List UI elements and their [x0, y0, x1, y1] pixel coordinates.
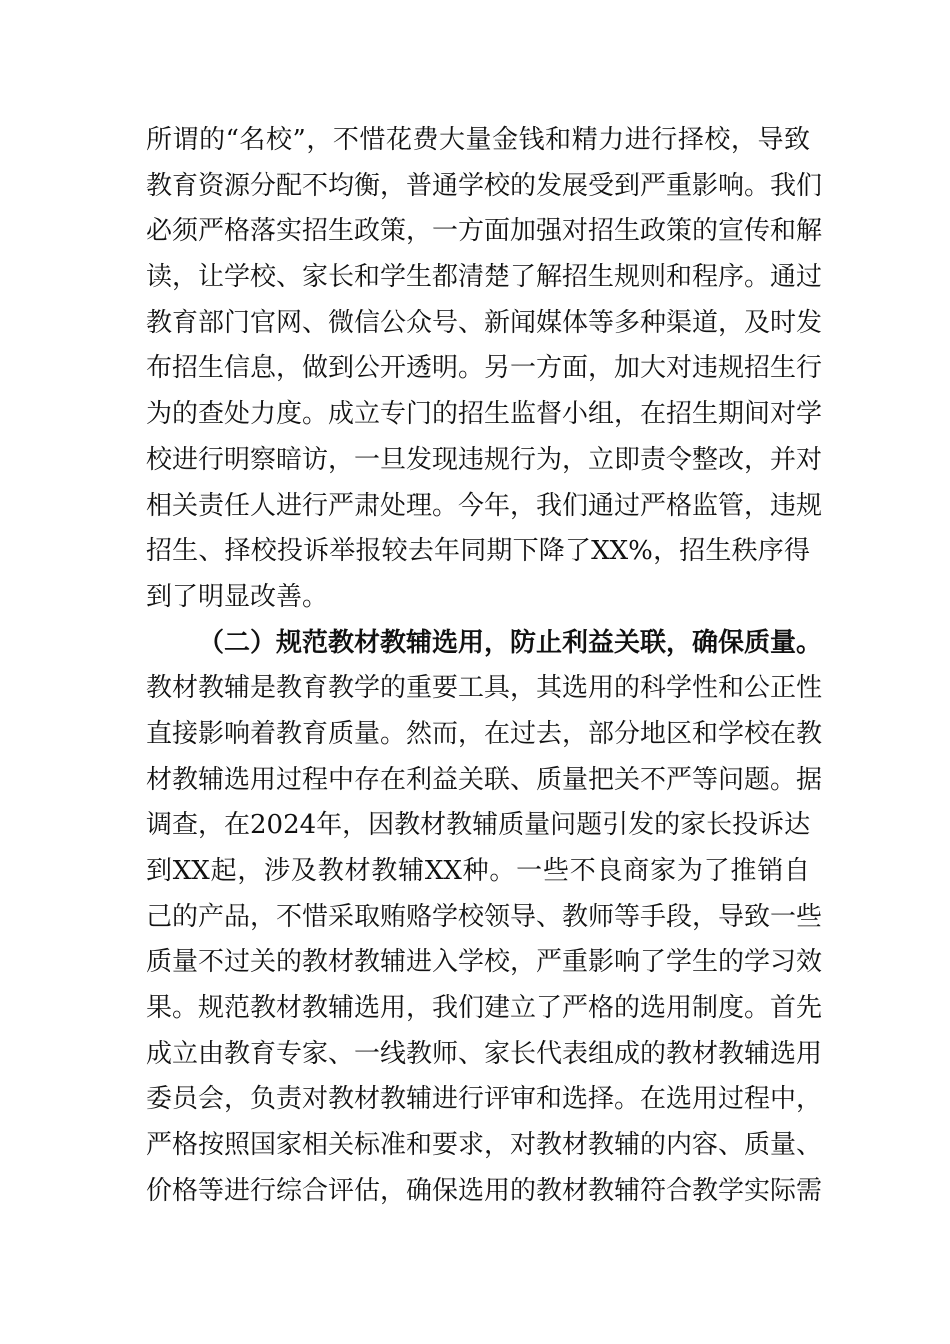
paragraph-line: 必须严格落实招生政策，一方面加强对招生政策的宣传和解	[146, 216, 823, 247]
paragraph-line: 相关责任人进行严肃处理。今年，我们通过严格监管，违规	[146, 490, 823, 521]
paragraph-line: 读，让学校、家长和学生都清楚了解招生规则和程序。通过	[146, 262, 823, 293]
paragraph-line: 教育资源分配不均衡，普通学校的发展受到严重影响。我们	[146, 170, 823, 201]
paragraph-line: 材教辅选用过程中存在利益关联、质量把关不严等问题。据	[146, 764, 823, 795]
paragraph-line: 教育部门官网、微信公众号、新闻媒体等多种渠道，及时发	[146, 307, 823, 338]
paragraph-line: 招生、择校投诉举报较去年同期下降了XX%，招生秩序得	[146, 536, 810, 567]
paragraph-line: 校进行明察暗访，一旦发现违规行为，立即责令整改，并对	[146, 444, 823, 475]
paragraph-line: 为的查处力度。成立专门的招生监督小组，在招生期间对学	[146, 399, 823, 430]
paragraph-line: 严格按照国家相关标准和要求，对教材教辅的内容、质量、	[146, 1130, 823, 1161]
paragraph-line: 调查，在2024年，因教材教辅质量问题引发的家长投诉达	[146, 810, 811, 841]
paragraph-line: 质量不过关的教材教辅进入学校，严重影响了学生的学习效	[146, 947, 823, 978]
paragraph-line: 己的产品，不惜采取贿赂学校领导、教师等手段，导致一些	[146, 901, 823, 932]
section-heading: （二）规范教材教辅选用，防止利益关联，确保质量。	[198, 627, 823, 658]
body-text	[146, 118, 823, 1215]
paragraph-line: 直接影响着教育质量。然而，在过去，部分地区和学校在教	[146, 718, 823, 749]
paragraph-line: 到了明显改善。	[146, 581, 329, 612]
paragraph-line: 所谓的“名校”，不惜花费大量金钱和精力进行择校，导致	[146, 125, 810, 155]
paragraph-line: 布招生信息，做到公开透明。另一方面，加大对违规招生行	[146, 353, 823, 384]
paragraph-line: 教材教辅是教育教学的重要工具，其选用的科学性和公正性	[146, 673, 823, 704]
paragraph-line: 价格等进行综合评估，确保选用的教材教辅符合教学实际需	[146, 1175, 823, 1206]
paragraph-line: 到XX起，涉及教材教辅XX种。一些不良商家为了推销自	[146, 856, 810, 886]
paragraph-line: 果。规范教材教辅选用，我们建立了严格的选用制度。首先	[146, 993, 823, 1024]
paragraph-line: 成立由教育专家、一线教师、家长代表组成的教材教辅选用	[146, 1038, 823, 1069]
paragraph-line: 委员会，负责对教材教辅进行评审和选择。在选用过程中，	[146, 1084, 823, 1115]
